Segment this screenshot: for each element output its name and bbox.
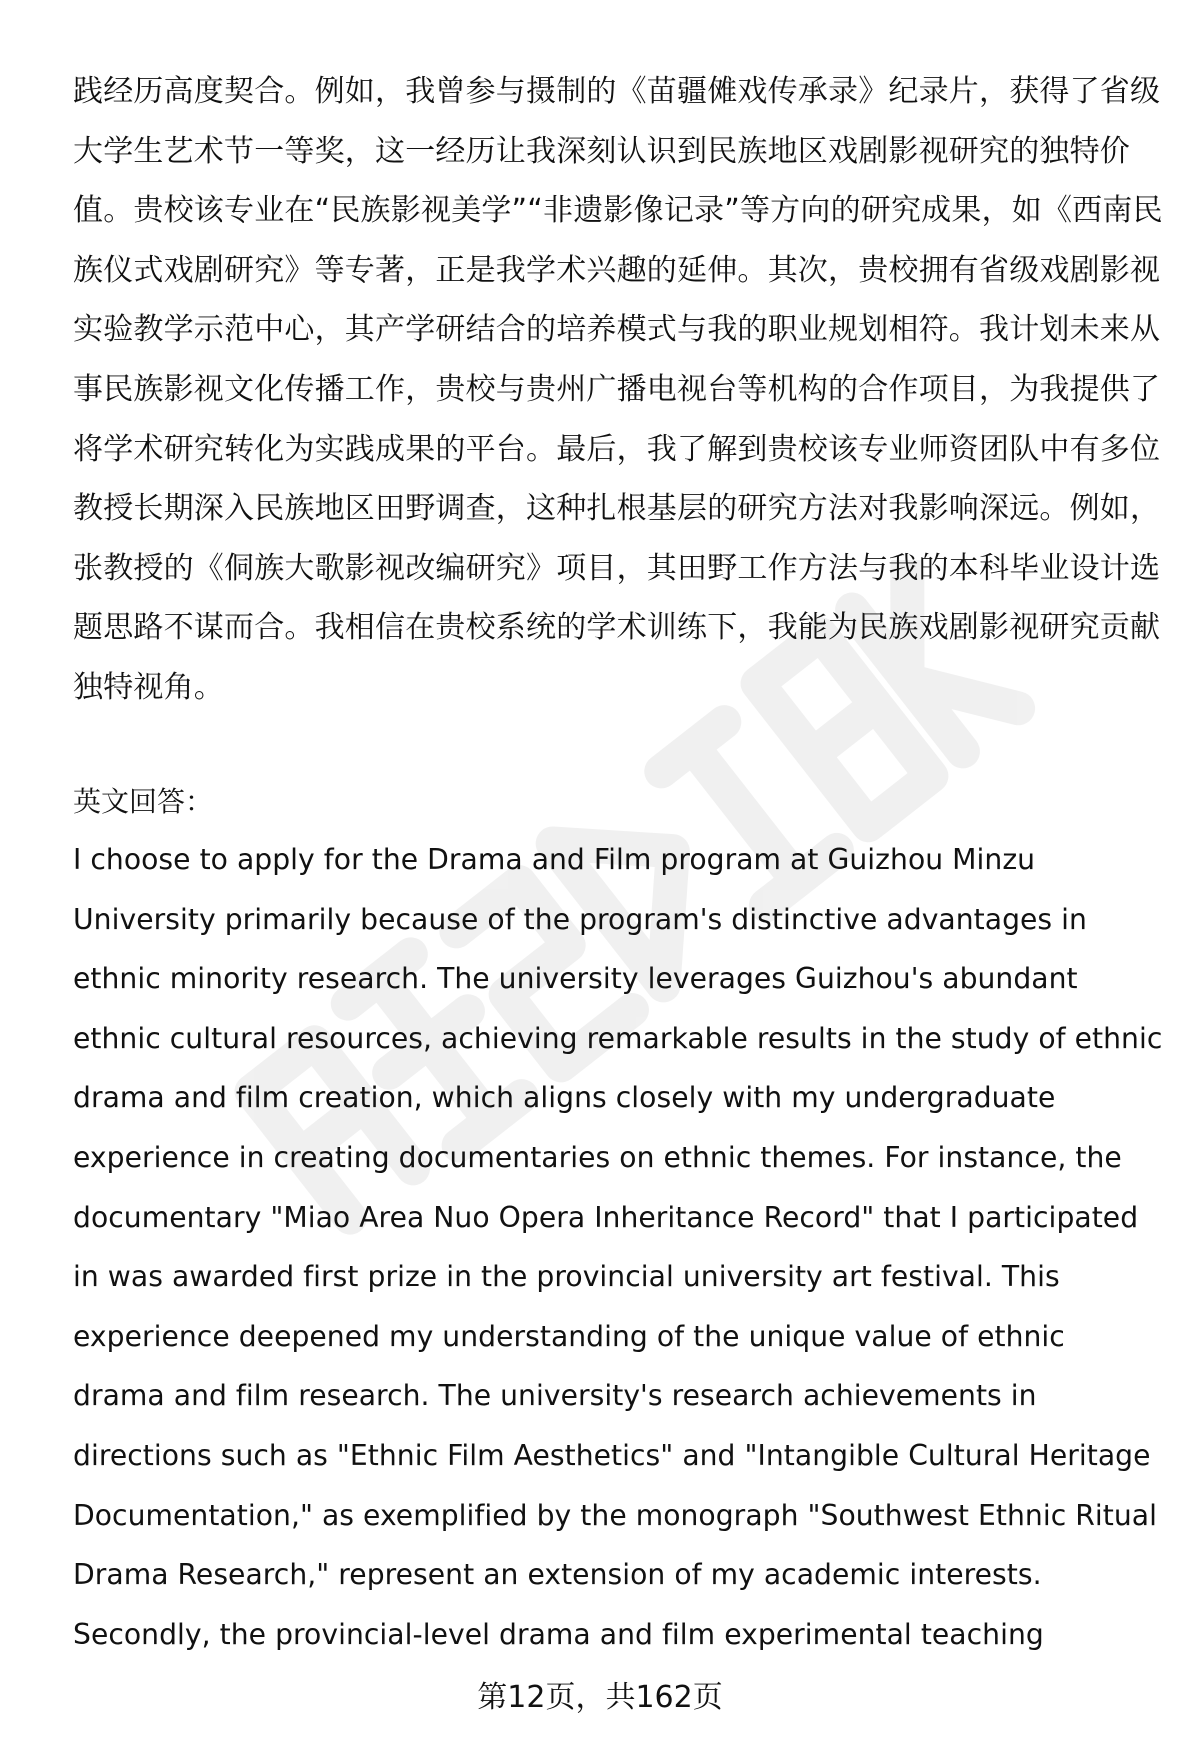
english-answer-label: 英文回答： bbox=[73, 785, 214, 818]
chinese-paragraph: 践经历高度契合。例如，我曾参与摄制的《苗疆傩戏传承录》纪录片，获得了省级大学生艺术节一等奖，这一经历让我深刻认识到民族地区戏剧影视研究的独特价值。贵校该专业在“民族影视美学”“非遗影像记录”等方向的研究成果，如《西南民族仪式戏剧研究》等专著，正是我学术兴趣的延伸。其次，贵校拥有省级戏剧影视实验教学示范中心，其产学研结合的培养模式与我的职业规划相符。我计划未来从事民族影视文化传播工作，贵校与贵州广播电视台等机构的合作项目，为我提供了将学术研究转化为实践成果的平台。最后，我了解到贵校该专业师资团队中有多位教授长期深入民族地区田野调查，这种扎根基层的研究方法对我影响深远。例如，张教授的《侗族大歌影视改编研究》项目，其田野工作方法与我的本科毕业设计选题思路不谋而合。我相信在贵校系统的学术训练下，我能为民族戏剧影视研究贡献独特视角。 bbox=[73, 74, 1163, 705]
page-number-footer: 第12页，共162页 bbox=[477, 1680, 723, 1715]
document-body bbox=[73, 62, 1163, 1651]
english-paragraph: I choose to apply for the Drama and Film program at Guizhou Minzu University primarily because of the program's distinctive advantages in ethnic minority research. The university leverages Guizhou's abundant ethnic cultural resources, achieving remarkable results in the study of ethnic drama and film creation, which aligns closely with my undergraduate experience in creating documentaries on ethnic themes. For instance, the documentary "Miao Area Nuo Opera Inheritance Record" that I participated in was awarded first prize in the provincial university art festival. This experience deepened my understanding of the unique value of ethnic drama and film research. The university's research achievements in directions such as "Ethnic Film Aesthetics" and "Intangible Cultural Heritage Documentation," as exemplified by the monograph "Southwest Ethnic Ritual Drama Research," represent an extension of my academic interests. Secondly, the provincial-level drama and film experimental teaching bbox=[73, 843, 1163, 1651]
